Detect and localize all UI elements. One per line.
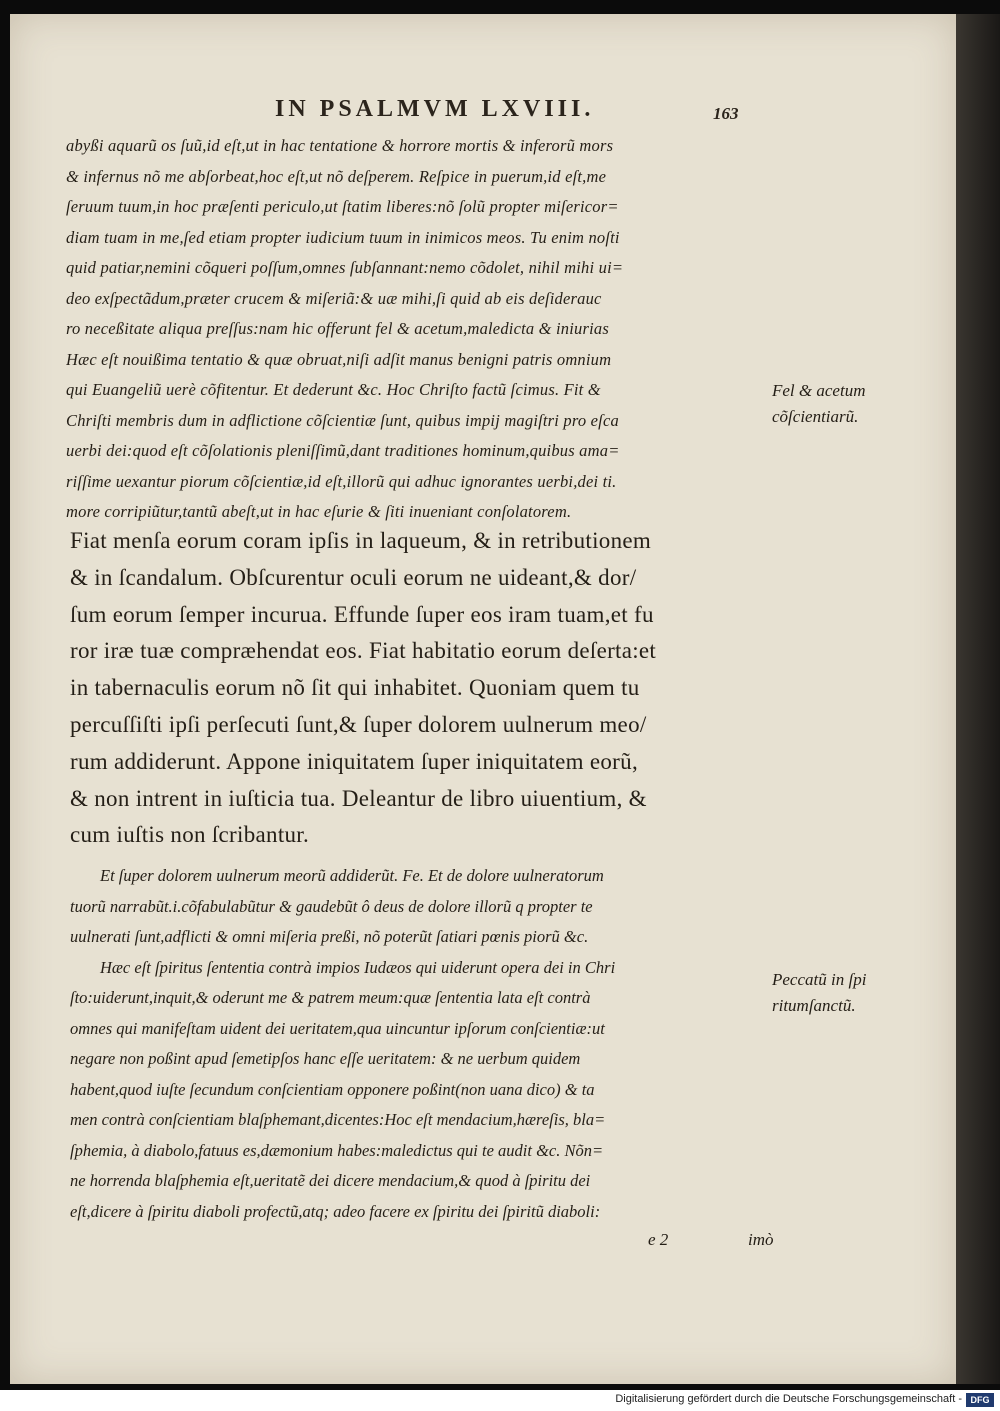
commentary-line: men contrà conſcientiam blaſphemant,dicentes:Hoc eſt mendacium,hæreſis, bla= xyxy=(70,1110,606,1129)
margin-note-line: ritumſanctũ. xyxy=(772,996,856,1015)
signature-mark: e 2 xyxy=(648,1230,669,1249)
verse-line: & non intrent in iuſticia tua. Deleantur de libro uiuentium, & xyxy=(70,785,647,811)
commentary-line: diam tuam in me,ſed etiam propter iudicium tuum in inimicos meos. Tu enim noſti xyxy=(66,227,620,247)
commentary-line: negare non poßint apud ſemetipſos hanc eſſe ueritatem: & ne uerbum quidem xyxy=(70,1049,581,1068)
dfg-logo: DFG xyxy=(966,1393,994,1407)
running-head: IN PSALMVM LXVIII. xyxy=(275,96,595,122)
catchword: imò xyxy=(748,1230,774,1249)
commentary-line: ſto:uiderunt,inquit,& oderunt me & patrem meum:quæ ſententia lata eſt contrà xyxy=(70,988,591,1007)
commentary-line: ſphemia, à diabolo,fatuus es,dæmonium habes:maledictus qui te audit &c. Nõn= xyxy=(70,1140,604,1160)
commentary-line: Hæc eſt ſpiritus ſententia contrà impios Iudæos qui uiderunt opera dei in Chri xyxy=(100,957,616,977)
verse-line: ror iræ tuæ compræhendat eos. Fiat habitatio eorum deſerta:et xyxy=(70,638,657,664)
verse-line: & in ſcandalum. Obſcurentur oculi eorum ne uideant,& dor/ xyxy=(70,564,637,590)
verse-line: percuſſiſti ipſi perſecuti ſunt,& ſuper dolorem uulnerum meo/ xyxy=(70,711,647,737)
commentary-line: ro neceßitate aliqua preſſus:nam hic offerunt fel & acetum,maledicta & iniurias xyxy=(66,319,609,338)
commentary-line: quid patiar,nemini cõqueri poſſum,omnes ſubſannant:nemo cõdolet, nihil mihi ui= xyxy=(66,258,624,277)
commentary-line: Et ſuper dolorem uulnerum meorũ addiderũt. Fe. Et de dolore uulneratorum xyxy=(100,866,604,885)
commentary-line: omnes qui manifeſtam uident dei ueritatem,qua uincuntur ipſorum conſcientiæ:ut xyxy=(70,1018,605,1038)
commentary-line: uerbi dei:quod eſt cõſolationis pleniſſimũ,dant traditiones hominum,quibus ama= xyxy=(66,441,620,460)
verse-line: rum addiderunt. Appone iniquitatem ſuper iniquitatem eorũ, xyxy=(70,748,638,774)
commentary-line: uulnerati ſunt,adflicti & omni miſeria preßi, nõ poterũt ſatiari pœnis piorũ &c. xyxy=(70,927,589,946)
commentary-line: qui Euangeliũ uerè cõfitentur. Et dederunt &c. Hoc Chriſto factũ ſcimus. Fit & xyxy=(66,380,601,399)
commentary-line: more corripiũtur,tantũ abeſt,ut in hac eſurie & ſiti inueniant conſolatorem. xyxy=(66,502,572,521)
psalm-verse xyxy=(70,523,770,854)
verse-line: ſum eorum ſemper incurua. Effunde ſuper eos iram tuam,et fu xyxy=(70,601,654,627)
commentary-line: & infernus nõ me abſorbeat,hoc eſt,ut nõ deſperem. Reſpice in puerum,id eſt,me xyxy=(66,166,607,186)
commentary-line: riſſime uexantur piorum cõſcientiæ,id eſt,illorũ qui adhuc ignorantes uerbi,dei ti. xyxy=(66,471,617,491)
commentary-line: Hæc eſt nouißima tentatio & quæ obruat,niſi adſit manus benigni patris omnium xyxy=(66,349,612,369)
commentary-bottom xyxy=(70,861,770,1227)
commentary-line: abyßi aquarũ os ſuũ,id eſt,ut in hac tentatione & horrore mortis & inferorũ mors xyxy=(66,136,614,155)
commentary-line: habent,quod iuſte ſecundum conſcientiam opponere poßint(non uana dico) & ta xyxy=(70,1079,595,1099)
commentary-line: ſeruum tuum,in hoc præſenti periculo,ut ſtatim liberes:nõ ſolũ propter miſericor= xyxy=(66,197,619,216)
commentary-line: ne horrenda blaſphemia eſt,ueritatẽ dei dicere mendacium,& quod à ſpiritu dei xyxy=(70,1171,591,1190)
folio-number: 163 xyxy=(713,104,739,123)
commentary-top xyxy=(66,131,766,528)
funding-credit: Digitalisierung gefördert durch die Deutsche Forschungsgemeinschaft - xyxy=(615,1393,962,1405)
verse-line: Fiat menſa eorum coram ipſis in laqueum, & in retributionem xyxy=(70,528,652,553)
footer-bar xyxy=(0,1390,1000,1411)
verse-line: cum iuſtis non ſcribantur. xyxy=(70,822,310,848)
verse-line: in tabernaculis eorum nõ ſit qui inhabitet. Quoniam quem tu xyxy=(70,675,640,701)
margin-note-line: Peccatũ in ſpi xyxy=(772,970,867,989)
commentary-line: tuorũ narrabũt.i.cõfabulabũtur & gaudebũt ô deus de dolore illorũ q propter te xyxy=(70,896,593,916)
commentary-line: Chriſti membris dum in adflictione cõſcientiæ ſunt, quibus impij magiſtri pro eſca xyxy=(66,410,619,430)
commentary-line: eſt,dicere à ſpiritu diaboli profectũ,atq; adeo facere ex ſpiritu dei ſpiritũ diaboli: xyxy=(70,1201,601,1221)
page-edge-strip xyxy=(956,14,1000,1384)
margin-note-line: Fel & acetum xyxy=(772,381,866,400)
margin-note-peccatum xyxy=(772,967,866,1019)
margin-note-fel-acetum xyxy=(772,378,865,430)
commentary-line: deo exſpectãdum,præter crucem & miſeriã:& uæ mihi,ſi quid ab eis deſiderauc xyxy=(66,288,602,308)
margin-note-line: cõſcientiarũ. xyxy=(772,407,859,426)
